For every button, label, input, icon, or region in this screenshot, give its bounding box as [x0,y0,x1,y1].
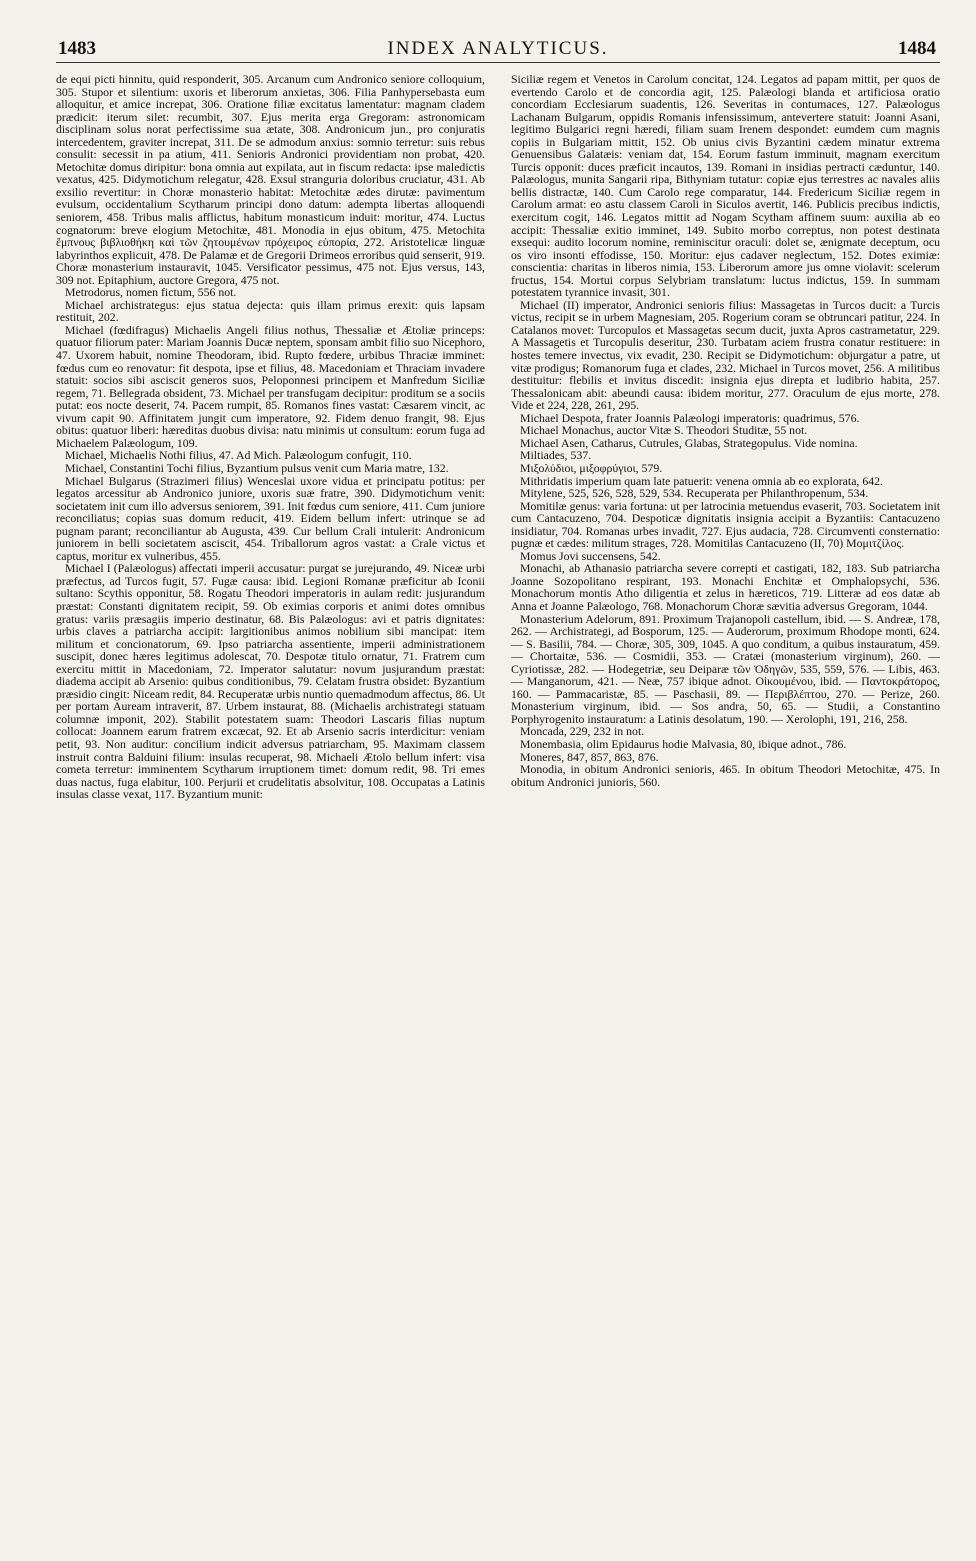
header-rule [56,62,940,63]
index-entry: Monasterium Adelorum, 891. Proximum Trajanopoli castellum, ibid. — S. Andreæ, 178, 262. — Archistrategi, ad Bosporum, 125. — Auderorum, proximum Rhodope monti, 624. — S. Basilii, 784. — Choræ, 305, 309, 1045. A quo conditum, a quibus instauratum, 459. — Chortaitæ, 536. — Cosmidii, 353. — Cratæi (monasterium virginum), 260. — Cyriotissæ, 282. — Hodegetriæ, seu Deiparæ τῶν Ὁδηγῶν, 535, 559, 576. — Libis, 463. — Manganorum, 421. — Neæ, 757 ibique adnot. Οἰκουμένου, ibid. — Παντοκράτορος, 160. — Pammacaristæ, 85. — Paschasii, 89. — Περιβλέπτου, 270. — Perize, 260. Monasterium virginum, ibid. — Sos andra, 50, 65. — Studii, a Constantino Porphyrogenito instauratum: a Latinis desolatum, 190. — Xerolophi, 191, 216, 258. [511,611,940,726]
index-entry: Michael archistrategus: ejus statua dejecta: quis illam primus erexit: quis lapsam restituit, 202. [56,297,485,325]
index-entry: Moncada, 229, 232 in not. [520,724,645,739]
index-entry: Michael Despota, frater Joannis Palæologi imperatoris: quadrimus, 576. [520,410,860,425]
index-entry: Mitylene, 525, 526, 528, 529, 534. Recuperata per Philanthropenum, 534. [520,486,869,501]
index-entry: Michael I (Palæologus) affectati imperii accusatur: purgat se jurejurando, 49. Niceæ urbi præfectus, ad Turcos fugit, 57. Fugæ causa: ibid. Legioni Romanæ præficitur ab Iconii sultano: Scythis opponitur, 58. Rogatu Theodori imperatoris in aulam redit: jusjurandum præstat: Constanti dignitatem recipit, 59. Ob eximias corporis et animi dotes omnibus gratus: variis præsagiis imperio destinatur, 68. Bis Palæologus: avi et patris dignitates: urbis claves a patriarcha accipit: largitionibus animos nobilium sibi mancipat: item militum et concionatorum, 69. Ipso patriarcha assentiente, imperii administrationem suscipit, donec hæres legitimus adolescat, 70. Despotæ titulo ornatur, 71. Fratrem cum exercitu mittit in Macedoniam, 72. Imperator salutatur: novum jusjurandum præstat: diadema accipit ab Arsenio: quibus conditionibus, 79. Celatam frustra obsidet: Byzantium præsidio cingit: Niceam redit, 84. Recuperatæ urbis nuntio quemadmodum affectus, 86. Ut per portam Auream intraverit, 87. Urbem instaurat, 88. (Michaelis archistrategi statuam columnæ imponit, 202). Stabilit potestatem suam: Theodori Lascaris filias nuptum collocat: Joannem earum fratrem excæcat, 92. Et ab Arsenio sacris interdicitur: veniam petit, 93. Non auditur: concilium indicit adversus patriarcham, 95. Maximam classem instruit contra Balduini filium: insulas recuperat, 98. Michaeli Ætolo bellum infert: visa cometa terretur: imminentem Scytharum irruptionem timet: domum redit, 98. Tri emes duas nactus, fuga elabitur, 100. Perjurii et crudelitatis absolvitur, 108. Occupatas a Latinis insulas classe vexat, 117. Byzantium munit: [56,561,485,802]
index-entry: Michael (II) imperator, Andronici senioris filius: Massagetas in Turcos ducit: a Turcis victus, recipit se in urbem Magnesiam, 205. Rogerium coram se obtruncari patitur, 224. In Catalanos movet: Turcopulos et Massagetas secum ducit, juxta Apros castrametatur, 229. A Massagetis et Turcopulis deseritur, 230. Turbatam aciem frustra conatur restituere: in hostes temere invectus, vix evadit, 230. Recipit se Didymotichum: objurgatur a patre, ut vitæ prodigus; Romanorum fuga et clades, 232. Michael in Turcos movet, 256. A militibus destituitur: flebilis et invitus discedit: insignia ejus direpta et ludibrio habita, 257. Thessalonicam abit: abeundi causa: ibidem moritur, 277. Oraculum de ejus morte, 278. Vide et 224, 228, 261, 295. [511,297,940,413]
right-column [511,73,940,1543]
index-entry: Metrodorus, nomen fictum, 556 not. [65,285,237,300]
index-entry: Moneres, 847, 857, 863, 876. [520,749,659,764]
running-title: INDEX ANALYTICUS. [387,38,609,59]
index-entry: Michael Bulgarus (Strazimeri filius) Wenceslai uxore vidua et principatu potitus: per legatos arcessitur ab Andronico juniore, uxoris suæ fratre, 390. Didymotichum venit: societatem init cum illo adversus seniorem, 391. Init fœdus cum seniore, 411. Cum juniore reconciliatus; copias suas domum reducit, 419. Eidem bellum infert: utrinque se ad pugnam parant; reconciliantur ab Augusta, 439. Cur bellum Crali intulerit: Andronicum juniorem in belli societatem asciscit, 454. Triballorum agros vastat: a Crale victus et captus, moritur ex vulneribus, 455. [56,473,485,563]
index-entry: Monembasia, olim Epidaurus hodie Malvasia, 80, ibique adnot., 786. [520,736,847,751]
page-header [56,38,940,72]
index-entry: Miltiades, 537. [520,448,592,463]
index-entry: Siciliæ regem et Venetos in Carolum concitat, 124. Legatos ad papam mittit, per quos de evertendo Carolo et de concordia agit, 125. Palæologi blanda et artificiosa oratio concordiam Ecclesiarum suadentis, 126. Severitas in contumaces, 127. Palæologus Lachanam Bulgarum, oppidis Romanis infensissimum, antevertere statuit: Joanni Asani, legitimo Bulgarici regni hæredi, filiam suam Irenem despondet: eumdem cum magnis copiis in Bulgariam mittit, 152. Ob unius civis Byzantini cædem minatur extrema Genuensibus Galatæis: veniam dat, 154. Eorum fastum imminuit, magnam exercitum Turcis opponit: duces præficit incautos, 139. Romani in insidias pertracti cæduntur, 140. Palæologus, munita Sangarii ripa, Bithyniam tutatur: copiæ ejus terrestres ac navales aliis bellis distractæ, 140. Cum Carolo rege comparatur, 144. Fredericum Siciliæ regem in Carolum armat: eo astu classem Caroli in Siculos avertit, 146. Publicis precibus indictis, exercitum cogit, 146. Legatos mittit ad Nogam Scytham affinem suum: auxilia ab eo accipit: Thessaliæ exitio imminet, 149. Subito morbo correptus, non potest destinata exsequi: audito locorum nomine, reminiscitur oraculi: dolet se, ænigmate deceptum, ocu os viro insonti effodisse, 150. Moritur: ejus cadaver neglectum, 152. Dotes eximiæ: conscientia: charitas in liberos nimia, 153. Liberorum amore jus omne violavit: scelerum fructus, 154. Mortui corpus Selybriam translatum: luctus indictus, 159. In summam potestatem tyrannice invasit, 301. [511,73,940,300]
right-page-number: 1484 [898,38,936,59]
index-entry: Μιξολύδιοι, μιξοφρύγιοι, 579. [520,460,663,475]
index-entry: de equi picti hinnitu, quid responderit, 305. Arcanum cum Andronico seniore colloquium, 305. Stupor et silentium: uxoris et liberorum anxietas, 306. Filia Panhypersebasta eum alloquitur, et amice increpat, 306. Oratione filiæ excitatus lamentatur: magnam cladem prædicit: iterum silet: recumbit, 307. Ejus merita erga Gregoram: astronomicam disciplinam solus norat perfectissime sua ætate, 308. Andronicum jun., pro conjuratis intercedentem, graviter increpat, 311. De se admodum anxius: somnio terretur: suis rebus consulit: secessit in pa atium, 411. Senioris Andronici providentiam non probat, 420. Metochitæ domus diripitur: bona omnia aut expilata, aut in fiscum redacta: ipse maledictis vexatus, 425. Didymotichum relegatur, 428. Exsul stranguria doloribus cruciatur, 431. Ab exsilio revertitur: in Choræ monasterio habitat: Metochitæ ædes dirutæ: pavimentum evulsum, occidentalium Scytharum principi dono datum: adempta libertas alloquendi seniorem, 458. Tribus malis afflictus, habitum monasticum induit: moritur, 474. Luctus cognatorum: breve elogium Metochitæ, 481. Monodia in ejus obitum, 475. Metochita ἔμπνους βιβλιοθήκη καὶ τῶν ζητουμένων πρόχειρος εὐπορία, 272. Aristotelicæ linguæ labyrinthos explicuit, 478. De Palamæ et de Gregorii Drimeos erroribus quid senserit, 919. Choræ monasterium instauravit, 1045. Versificator pessimus, 475 not. Ejus versus, 143, 309 not. Epitaphium, auctore Gregora, 475 not. [56,73,485,287]
index-entry: Michael, Michaelis Nothi filius, 47. Ad Mich. Palæologum confugit, 110. [65,448,412,463]
index-entry: Momus Jovi succensens, 542. [520,548,661,563]
index-entry: Michael Monachus, auctor Vitæ S. Theodori Studitæ, 55 not. [520,423,808,438]
two-column-body [56,73,940,1543]
index-entry: Michael, Constantini Tochi filius, Byzantium pulsus venit cum Maria matre, 132. [65,460,449,475]
index-entry: Monachi, ab Athanasio patriarcha severe correpti et castigati, 182, 183. Sub patriarcha Joanne Sozopolitano respirant, 193. Monachi Enchitæ et Omphalopsychi, 536. Monachorum montis Atho diligentia et zelus in hæreticos, 719. Litteræ ad eos datæ ab Anna et Joanne Palæologo, 768. Monachorum Choræ sævitia adversus Gregoram, 1044. [511,561,940,613]
index-entry: Michael Asen, Catharus, Cutrules, Glabas, Strategopulus. Vide nomina. [520,435,858,450]
left-column [56,73,485,1543]
left-page-number: 1483 [58,38,96,59]
index-entry: Monodia, in obitum Andronici senioris, 465. In obitum Theodori Metochitæ, 475. In obitum Andronici junioris, 560. [511,762,940,789]
index-entry: Momitilæ genus: varia fortuna: ut per latrocinia metuendus evaserit, 703. Societatem init cum Cantacuzeno, 704. Despoticæ dignitatis insignia accipit a Byzantiis: Cantacuzeno insidiatur, 704. Romanas urbes invadit, 727. Ejus audacia, 728. Circumventi consternatio: pugnæ et cædes: militum strages, 728. Momitilas Cantacuzeno (II, 70) Μομιτζίλος. [511,498,940,551]
index-entry: Mithridatis imperium quam late patuerit: venena omnia ab eo explorata, 642. [520,473,883,488]
index-entry: Michael (fœdifragus) Michaelis Angeli filius nothus, Thessaliæ et Ætoliæ princeps: quatuor filiorum pater: Mariam Joannis Ducæ neptem, sponsam ambit filio suo Nicephoro, 47. Uxorem habuit, nomine Theodoram, ibid. Rupto fœdere, urbibus Thraciæ imminet: fœdus cum eo renovatur: fit despota, ipse et filius, 48. Macedoniam et Thraciam invadere statuit: socios sibi asciscit generos suos, Peloponnesi principem et Manfredum Siciliæ regem, 71. Bellegrada obsident, 73. Michael per transfugam decipitur: proditum se a sociis putat: eos nocte deserit, 74. Pacem rumpit, 85. Romanos fines vastat: Cæsarem vincit, ac vivum capit 90. Affinitatem jungit cum imperatore, 92. Fidem denuo frangit, 98. Ejus obitus: quatuor liberi: hæreditas duobus divisa: natu minimis ut consultum: eorum fuga ad Michaelem Palæologum, 109. [56,322,485,450]
